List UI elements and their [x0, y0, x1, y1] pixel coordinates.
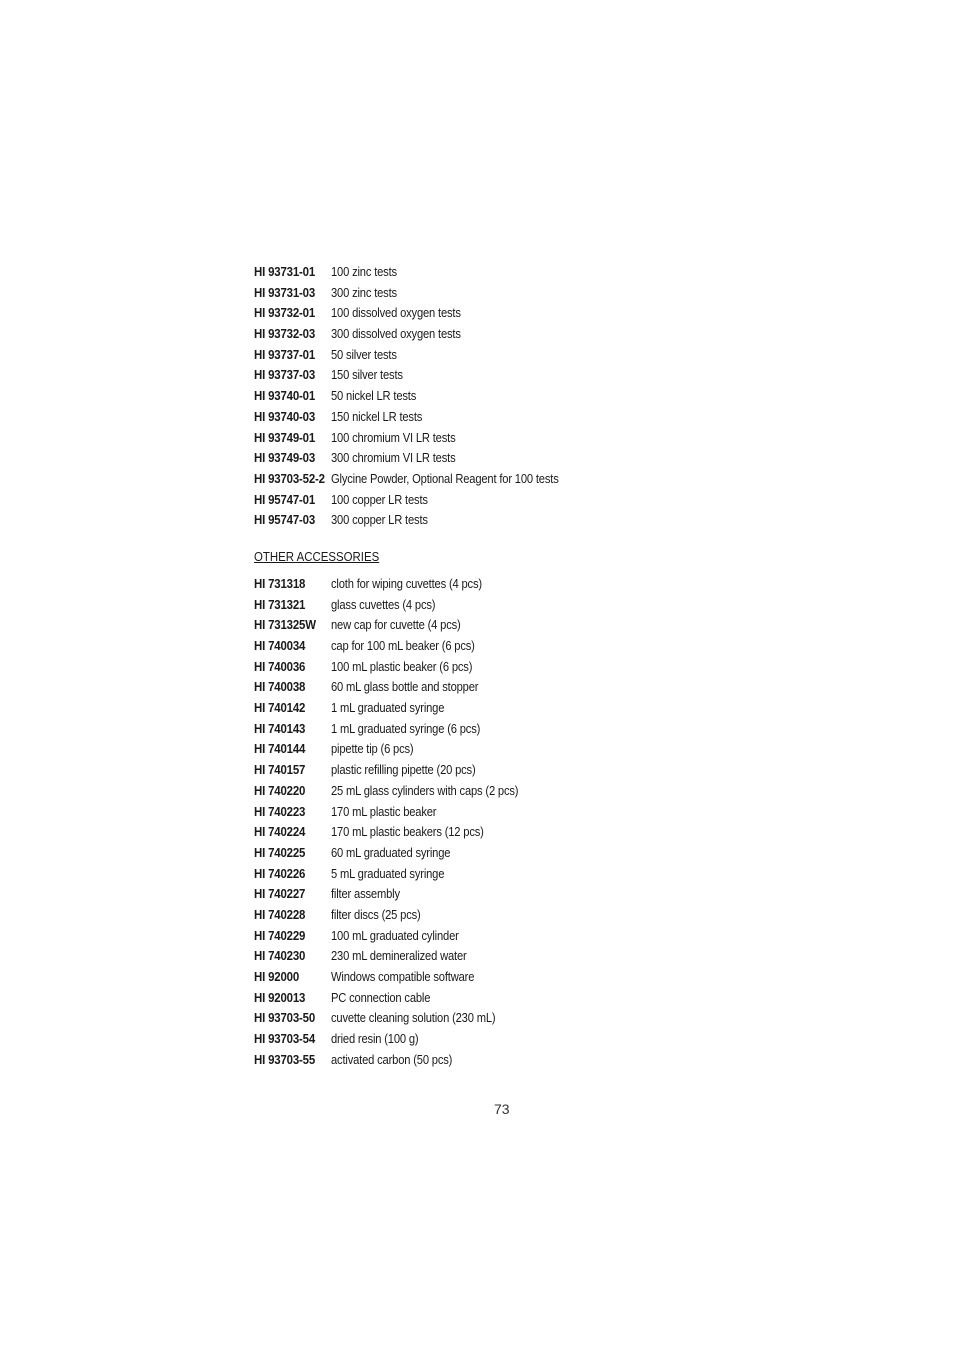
item-description: activated carbon (50 pcs)	[331, 1051, 453, 1067]
item-description: 5 mL graduated syringe	[331, 865, 445, 881]
item-description: 100 dissolved oxygen tests	[331, 305, 461, 321]
item-description: 300 zinc tests	[331, 284, 397, 300]
item-code: HI 95747-03	[254, 512, 316, 528]
item-code: HI 731321	[254, 596, 306, 612]
item-description: Glycine Powder, Optional Reagent for 100 tests	[331, 470, 559, 486]
item-code: HI 93740-03	[254, 408, 316, 424]
list-item	[254, 719, 874, 740]
item-description: filter discs (25 pcs)	[331, 906, 421, 922]
list-item	[254, 636, 874, 657]
item-description: 100 mL plastic beaker (6 pcs)	[331, 658, 473, 674]
list-item	[254, 988, 874, 1009]
item-description: 170 mL plastic beakers (12 pcs)	[331, 824, 484, 840]
item-description: cuvette cleaning solution (230 mL)	[331, 1010, 496, 1026]
list-item	[254, 760, 874, 781]
list-item	[254, 469, 874, 490]
item-description: 100 zinc tests	[331, 264, 397, 279]
item-description: 150 silver tests	[331, 367, 403, 383]
item-code: HI 731325W	[254, 617, 316, 633]
item-code: HI 93703-52-2	[254, 470, 325, 486]
item-code: HI 740220	[254, 782, 306, 798]
item-code: HI 93749-03	[254, 450, 316, 466]
list-item	[254, 946, 874, 967]
item-code: HI 740223	[254, 803, 306, 819]
list-item	[254, 843, 874, 864]
list-item	[254, 1008, 874, 1029]
item-description: PC connection cable	[331, 989, 431, 1005]
item-description: 100 mL graduated cylinder	[331, 927, 459, 943]
item-code: HI 95747-01	[254, 491, 316, 507]
list-item	[254, 490, 874, 511]
item-code: HI 731318	[254, 575, 306, 591]
item-code: HI 740038	[254, 679, 306, 695]
page-content	[254, 262, 874, 1070]
item-description: plastic refilling pipette (20 pcs)	[331, 762, 476, 778]
section-heading	[254, 547, 874, 567]
list-item	[254, 574, 874, 595]
item-description: 300 copper LR tests	[331, 512, 428, 528]
item-code: HI 93732-01	[254, 305, 316, 321]
item-code: HI 740036	[254, 658, 306, 674]
item-description: 1 mL graduated syringe	[331, 700, 445, 716]
list-item	[254, 407, 874, 428]
item-description: 50 nickel LR tests	[331, 388, 417, 404]
item-code: HI 93731-03	[254, 284, 316, 300]
list-item	[254, 781, 874, 802]
item-description: cloth for wiping cuvettes (4 pcs)	[331, 575, 482, 591]
item-code: HI 93737-03	[254, 367, 316, 383]
list-item	[254, 905, 874, 926]
item-code: HI 93732-03	[254, 326, 316, 342]
list-item	[254, 739, 874, 760]
item-description: 60 mL glass bottle and stopper	[331, 679, 479, 695]
item-description: 150 nickel LR tests	[331, 408, 423, 424]
list-item	[254, 345, 874, 366]
item-code: HI 740227	[254, 886, 306, 902]
reagent-list	[254, 262, 874, 531]
list-item	[254, 698, 874, 719]
list-item	[254, 386, 874, 407]
item-description: 60 mL graduated syringe	[331, 844, 451, 860]
list-item	[254, 595, 874, 616]
section-heading-text: OTHER ACCESSORIES	[254, 548, 380, 564]
item-code: HI 93703-54	[254, 1031, 316, 1047]
item-code: HI 920013	[254, 989, 306, 1005]
item-description: 230 mL demineralized water	[331, 948, 467, 964]
item-code: HI 740229	[254, 927, 306, 943]
page-number: 73	[494, 1101, 510, 1117]
item-description: 100 copper LR tests	[331, 491, 428, 507]
item-code: HI 740224	[254, 824, 306, 840]
item-description: new cap for cuvette (4 pcs)	[331, 617, 461, 633]
list-item	[254, 365, 874, 386]
list-item	[254, 884, 874, 905]
list-item	[254, 967, 874, 988]
list-item	[254, 657, 874, 678]
list-item	[254, 428, 874, 449]
item-code: HI 740034	[254, 638, 306, 653]
item-code: HI 740143	[254, 720, 306, 736]
item-description: cap for 100 mL beaker (6 pcs)	[331, 638, 475, 653]
list-item	[254, 822, 874, 843]
list-item	[254, 303, 874, 324]
item-code: HI 740157	[254, 762, 306, 778]
item-code: HI 740228	[254, 906, 306, 922]
list-item	[254, 1029, 874, 1050]
item-code: HI 93749-01	[254, 429, 316, 445]
list-item	[254, 926, 874, 947]
list-item	[254, 324, 874, 345]
item-description: 300 chromium VI LR tests	[331, 450, 456, 466]
item-description: Windows compatible software	[331, 969, 475, 984]
list-item	[254, 802, 874, 823]
list-item	[254, 262, 874, 283]
item-code: HI 740230	[254, 948, 306, 964]
accessories-list	[254, 574, 874, 1071]
list-item	[254, 677, 874, 698]
list-item	[254, 615, 874, 636]
item-description: 25 mL glass cylinders with caps (2 pcs)	[331, 782, 519, 798]
item-description: pipette tip (6 pcs)	[331, 741, 414, 757]
list-item	[254, 448, 874, 469]
list-item	[254, 1050, 874, 1071]
item-code: HI 740144	[254, 741, 306, 757]
item-description: 170 mL plastic beaker	[331, 803, 437, 819]
list-item	[254, 510, 874, 531]
item-description: glass cuvettes (4 pcs)	[331, 596, 436, 612]
list-item	[254, 864, 874, 885]
item-code: HI 740225	[254, 844, 306, 860]
item-code: HI 93703-55	[254, 1051, 316, 1067]
item-description: dried resin (100 g)	[331, 1031, 419, 1047]
item-code: HI 93737-01	[254, 346, 316, 362]
item-code: HI 93731-01	[254, 264, 316, 279]
item-code: HI 93740-01	[254, 388, 316, 404]
item-description: 1 mL graduated syringe (6 pcs)	[331, 720, 481, 736]
item-description: filter assembly	[331, 886, 400, 902]
item-code: HI 740226	[254, 865, 306, 881]
item-code: HI 93703-50	[254, 1010, 316, 1026]
item-description: 300 dissolved oxygen tests	[331, 326, 461, 342]
list-item	[254, 283, 874, 304]
item-code: HI 92000	[254, 969, 300, 984]
item-code: HI 740142	[254, 700, 306, 716]
item-description: 100 chromium VI LR tests	[331, 429, 456, 445]
item-description: 50 silver tests	[331, 346, 397, 362]
